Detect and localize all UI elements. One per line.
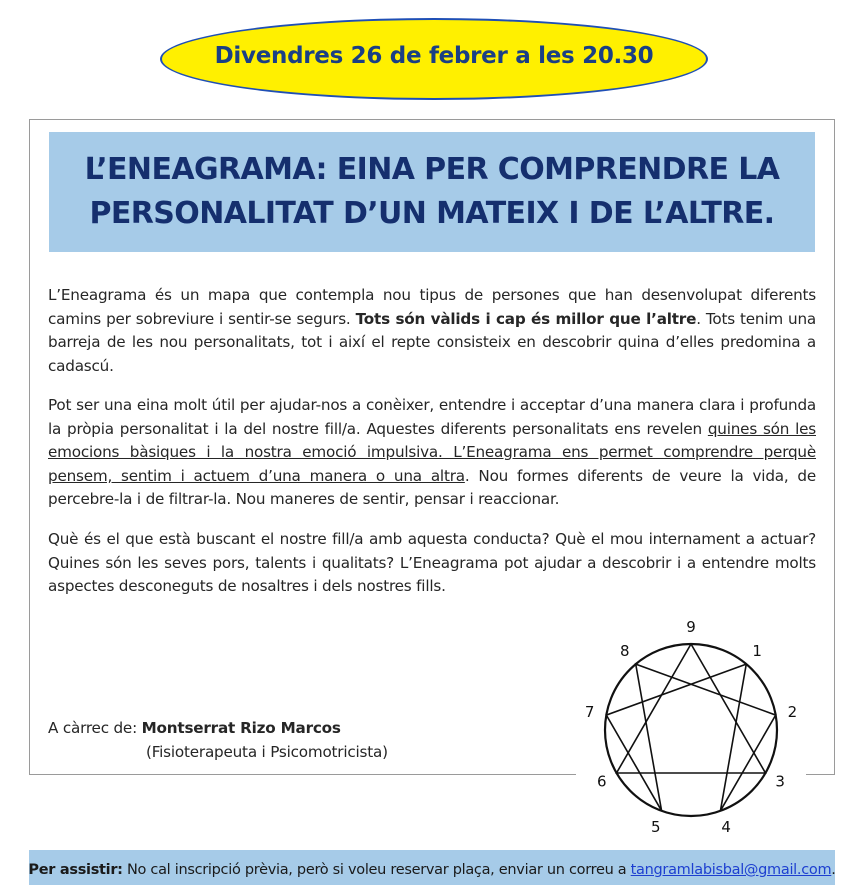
paragraph-1-bold: Tots són vàlids i cap és millor que l’altre xyxy=(355,309,697,328)
enneagram-label-7: 7 xyxy=(584,703,595,722)
author-role: (Fisioterapeuta i Psicomotricista) xyxy=(146,743,388,761)
author-name: Montserrat Rizo Marcos xyxy=(141,719,341,737)
event-date: Divendres 26 de febrer a les 20.30 xyxy=(214,43,654,69)
title-line-1: L’ENEAGRAMA: EINA PER COMPRENDRE LA xyxy=(84,152,780,187)
title-box xyxy=(49,132,815,252)
paragraph-2 xyxy=(48,394,816,512)
paragraph-1 xyxy=(48,284,816,378)
title-line-2: PERSONALITAT D’UN MATEIX I DE L’ALTRE. xyxy=(89,196,775,231)
footer-lead: Per assistir: xyxy=(28,862,123,878)
footer-email-link[interactable]: tangramlabisbal@gmail.com xyxy=(630,862,832,878)
enneagram-label-6: 6 xyxy=(597,772,607,791)
enneagram-label-2: 2 xyxy=(787,703,798,722)
enneagram-diagram xyxy=(576,613,806,843)
enneagram-label-9: 9 xyxy=(686,618,696,636)
enneagram-label-3: 3 xyxy=(775,772,785,791)
enneagram-figure xyxy=(576,613,806,843)
enneagram-hexad-line xyxy=(606,664,775,811)
enneagram-label-1: 1 xyxy=(752,642,762,661)
paragraph-2-c: . Nou formes diferents de veure la vida, de percebre-la i de filtrar-la. Nou maneres de sentir, pensar i reaccionar. xyxy=(48,466,816,508)
paragraph-1-c: . Tots tenim una barreja de les nou personalitats, tot i així el repte consisteix en descobrir quina d’elles predomina a cadascú. xyxy=(48,309,816,375)
paragraph-3: Què és el que està buscant el nostre fill/a amb aquesta conducta? Què el mou internament a actuar? Quines són les seves pors, talents i qualitats? L’Eneagrama pot ajudar a descobrir i a entendre molts aspectes desconeguts de nosaltres i dels nostres fills. xyxy=(48,530,816,595)
footer-bar xyxy=(29,850,835,885)
footer-body: No cal inscripció prèvia, però si voleu reservar plaça, enviar un correu a xyxy=(122,862,631,878)
paragraph-1-a: L’Eneagrama és un mapa que contempla nou tipus de persones que han desenvolupat diferents camins per sobreviure i sentir-se segurs. xyxy=(48,286,816,328)
paragraph-2-a: Pot ser una eina molt útil per ajudar-nos a conèixer, entendre i acceptar d’una manera clara i profunda la pròpia personalitat i la del nostre fill/a. Aquestes diferents personalitats ens revelen xyxy=(48,396,816,438)
paragraph-2-underlined: quines són les emocions bàsiques i la nostra emoció impulsiva. L’Eneagrama ens permet comprendre perquè pensem, sentim i actuem d’una manera o una altra xyxy=(48,419,816,485)
enneagram-label-5: 5 xyxy=(651,817,661,836)
author-block xyxy=(48,716,388,764)
enneagram-label-8: 8 xyxy=(620,642,630,661)
footer-end: . xyxy=(831,862,836,878)
author-label: A càrrec de: xyxy=(48,719,142,737)
enneagram-label-4: 4 xyxy=(721,817,731,836)
enneagram-triangle-line xyxy=(617,644,766,773)
footer-text xyxy=(28,862,835,878)
date-banner xyxy=(160,18,708,100)
enneagram-circle xyxy=(605,644,777,816)
